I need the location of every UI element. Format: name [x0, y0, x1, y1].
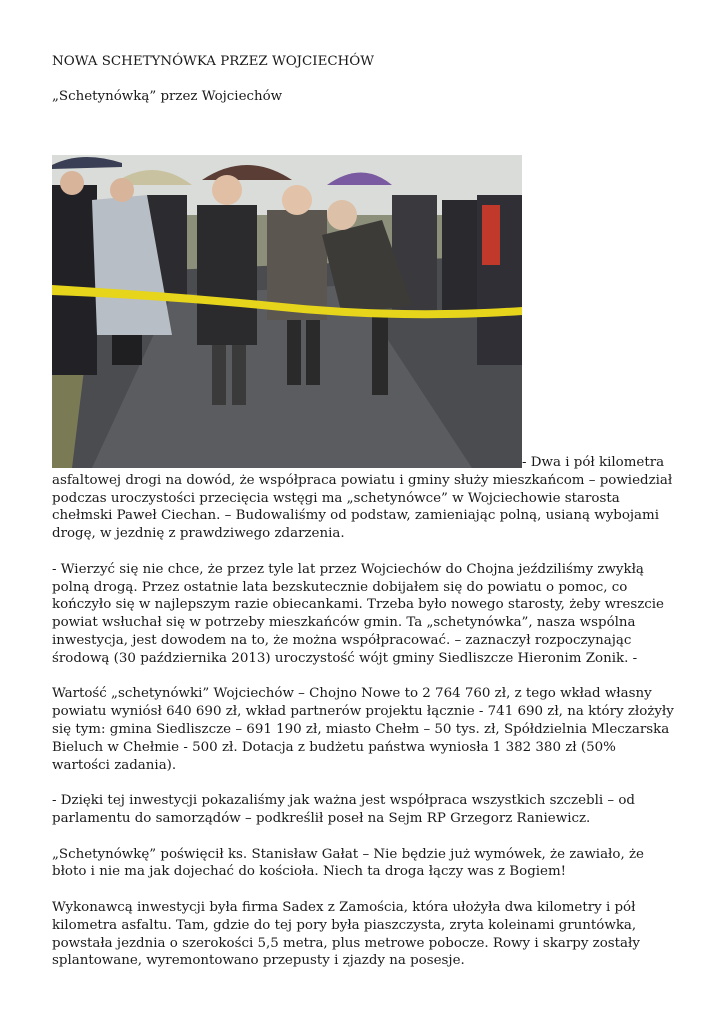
paragraph-2: - Wierzyć się nie chce, że przez tyle lat przez Wojciechów do Chojna jeździliśmy zwykłą polną drogą. Przez ostatnie lata bezskutecznie dobijałem się do powiatu o pomoc, co kończyło się w najlepszym razie obiecankami. Trzeba było nowego starosty, żeby wreszcie powiat wsłuchał się w potrzeby mieszkańców gmin. Ta „schetynówka”, nasza wspólna inwestycja, jest dowodem na to, że można współpracować. – zaznaczył rozpoczynając środową (30 października 2013) uroczystość wójt gminy Siedliszcze Hieronim Zonik. - [52, 561, 664, 666]
photo-ribbon-cutting-icon [52, 155, 522, 468]
paragraph-6: Wykonawcą inwestycji była firma Sadex z Zamościa, która ułożyła dwa kilometry i pół kilometra asfaltu. Tam, gdzie do tej pory była piaszczysta, zryta koleinami gruntówka, powstała jezdnia o szerokości 5,5 metra, plus metrowe pobocze. Rowy i skarpy zostały splantowane, wyremontowano przepusty i zjazdy na posesje. [52, 899, 640, 969]
article-photo [52, 155, 522, 468]
document-title: NOWA SCHETYNÓWKA PRZEZ WOJCIECHÓW [52, 54, 375, 69]
paragraph-4: - Dzięki tej inwestycji pokazaliśmy jak ważna jest współpraca wszystkich szczebli – od parlamentu do samorządów – podkreślił poseł na Sejm RP Grzegorz Raniewicz. [52, 793, 636, 826]
document-subtitle: „Schetynówką” przez Wojciechów [52, 89, 283, 104]
paragraph-1: - Dwa i pół kilometra asfaltowej drogi na dowód, że współpraca powiatu i gminy służy mieszkańcom – powiedział podczas uroczystości przecięcia wstęgi ma „schetynówce” w Wojciechowie starosta chełmski Paweł Ciechan. – Budowaliśmy od podstaw, zamieniając polną, usianą wybojami drogę, w jezdnię z prawdziwego zdarzenia. [52, 455, 673, 542]
article-body [52, 454, 677, 988]
paragraph-5: „Schetynówkę” poświęcił ks. Stanisław Gałat – Nie będzie już wymówek, że zawiało, że błoto i nie ma jak dojechać do kościoła. Niech ta droga łączy was z Bogiem! [52, 846, 644, 880]
paragraph-3: Wartość „schetynówki” Wojciechów – Chojno Nowe to 2 764 760 zł, z tego wkład własny powiatu wyniósł 640 690 zł, wkład partnerów projektu łącznie - 741 690 zł, na który złożyły się tym: gmina Siedliszcze – 691 190 zł, miasto Chełm – 50 tys. zł, Spółdzielnia Mleczarska Bieluch w Chełmie - 500 zł. Dotacja z budżetu państwa wyniosła 1 382 380 zł (50% wartości zadania). [52, 686, 674, 773]
